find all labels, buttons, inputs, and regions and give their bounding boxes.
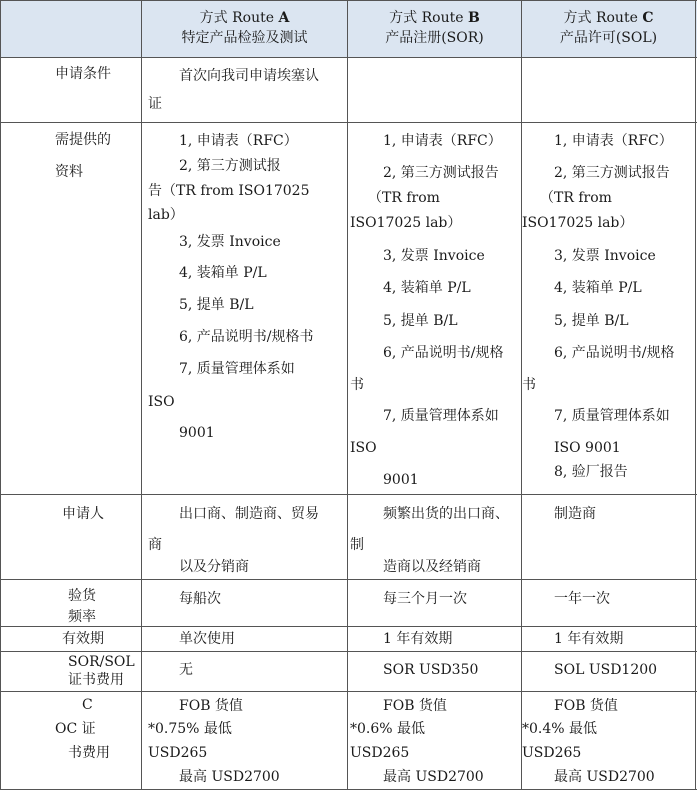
row-label-applicant: 申请人 (62, 506, 104, 522)
applicant-b-line: 造商以及经销商 (383, 559, 481, 575)
grid-line (347, 0, 348, 790)
row-label-fee: 证书费用 (68, 672, 124, 688)
applicant-b-line: 频繁出货的出口商、 (383, 506, 509, 522)
conditions-a-line: 证 (148, 96, 162, 112)
route-b-title (348, 8, 521, 28)
grid-line (0, 789, 697, 790)
documents-a-line: 告（TR from ISO17025 (148, 183, 310, 199)
row-label-inspection: 频率 (68, 609, 96, 625)
row-label-validity: 有效期 (62, 631, 104, 647)
route-a-letter: A (278, 10, 290, 26)
documents-b-line: 4, 装箱单 P/L (383, 280, 471, 296)
row-label-inspection: 验货 (68, 588, 96, 604)
documents-b-line: 9001 (383, 472, 419, 488)
documents-c-line: ISO17025 lab） (522, 215, 634, 231)
coc-b-line: FOB 货值 (383, 698, 447, 714)
coc-a-line: USD265 (148, 745, 208, 761)
documents-a-line: 6, 产品说明书/规格书 (179, 329, 314, 345)
documents-b-line: 3, 发票 Invoice (383, 248, 485, 264)
fee-c: SOL USD1200 (554, 662, 658, 678)
row-label-coc: 书费用 (68, 745, 110, 761)
validity-c: 1 年有效期 (554, 631, 624, 647)
row-label-documents: 需提供的 (55, 132, 111, 148)
documents-c-line: ISO 9001 (554, 440, 621, 456)
coc-c-line: USD265 (522, 745, 582, 761)
row-label-conditions: 申请条件 (55, 66, 111, 82)
documents-b-line: 6, 产品说明书/规格 (383, 345, 504, 361)
route-c-letter: C (642, 10, 654, 26)
grid-line (521, 0, 522, 790)
inspection-b: 每三个月一次 (383, 591, 467, 607)
documents-c-line: 书 (522, 377, 536, 393)
documents-c-line: 1, 申请表（RFC） (554, 133, 673, 149)
applicant-c-line: 制造商 (554, 506, 596, 522)
documents-b-line: 7, 质量管理体系如 (383, 408, 499, 424)
header-route-c (522, 8, 695, 48)
coc-c-line: *0.4% 最低 (522, 721, 598, 737)
grid-line (0, 122, 697, 123)
documents-c-line: 8, 验厂报告 (554, 464, 628, 480)
inspection-c: 一年一次 (554, 591, 610, 607)
route-a-prefix: 方式 Route (199, 10, 279, 26)
documents-a-line: ISO (148, 394, 175, 410)
applicant-a-line: 出口商、制造商、贸易 (179, 506, 319, 522)
documents-a-line: 1, 申请表（RFC） (179, 133, 298, 149)
grid-line (141, 0, 142, 790)
fee-b: SOR USD350 (383, 662, 479, 678)
grid-line (0, 0, 1, 790)
documents-c-line: 6, 产品说明书/规格 (554, 345, 675, 361)
grid-line (0, 579, 697, 580)
documents-c-line: 2, 第三方测试报告 (554, 165, 670, 181)
documents-a-line: 9001 (179, 425, 215, 441)
documents-a-line: lab） (148, 207, 184, 223)
row-label-coc: OC 证 (55, 721, 96, 737)
grid-line (0, 57, 697, 58)
grid-line (0, 626, 697, 627)
route-b-subtitle: 产品注册(SOR) (385, 30, 484, 46)
documents-a-line: 5, 提单 B/L (179, 297, 254, 313)
row-label-documents: 资料 (55, 164, 83, 180)
documents-a-line: 4, 装箱单 P/L (179, 265, 267, 281)
documents-b-line: （TR from (368, 190, 440, 206)
header-route-a (142, 8, 347, 48)
route-b-prefix: 方式 Route (389, 10, 468, 26)
documents-c-line: 5, 提单 B/L (554, 313, 629, 329)
applicant-a-line: 商 (148, 537, 162, 553)
grid-line (0, 691, 697, 692)
coc-c-line: 最高 USD2700 (554, 769, 655, 785)
documents-a-line: 3, 发票 Invoice (179, 234, 281, 250)
fee-a: 无 (179, 662, 193, 678)
documents-c-line: 4, 装箱单 P/L (554, 280, 642, 296)
documents-b-line: 5, 提单 B/L (383, 313, 458, 329)
documents-b-line: ISO17025 lab） (350, 215, 462, 231)
coc-b-line: *0.6% 最低 (350, 721, 426, 737)
grid-line (0, 0, 697, 1)
coc-a-line: 最高 USD2700 (179, 769, 280, 785)
documents-a-line: 2, 第三方测试报 (179, 158, 281, 174)
conditions-a-line: 首次向我司申请埃塞认 (179, 68, 319, 84)
documents-b-line: 2, 第三方测试报告 (383, 165, 499, 181)
row-label-fee: SOR/SOL (68, 654, 135, 670)
route-a-title (142, 8, 347, 28)
documents-c-line: （TR from (540, 190, 612, 206)
route-c-title (522, 8, 695, 28)
documents-b-line: 书 (350, 377, 364, 393)
applicant-b-line: 制 (350, 537, 364, 553)
coc-b-line: USD265 (350, 745, 410, 761)
grid-line (0, 494, 697, 495)
route-c-subtitle: 产品许可(SOL) (559, 30, 658, 46)
validity-a: 单次使用 (179, 631, 235, 647)
documents-b-line: ISO (350, 440, 377, 456)
coc-a-line: FOB 货值 (179, 698, 243, 714)
applicant-a-line: 以及分销商 (179, 559, 249, 575)
documents-b-line: 1, 申请表（RFC） (383, 133, 502, 149)
documents-a-line: 7, 质量管理体系如 (179, 361, 295, 377)
route-c-prefix: 方式 Route (563, 10, 643, 26)
inspection-a: 每船次 (179, 591, 221, 607)
route-a-subtitle: 特定产品检验及测试 (181, 30, 308, 46)
route-b-letter: B (467, 10, 480, 26)
validity-b: 1 年有效期 (383, 631, 453, 647)
row-label-coc: C (82, 697, 93, 713)
documents-c-line: 3, 发票 Invoice (554, 248, 656, 264)
coc-c-line: FOB 货值 (554, 698, 618, 714)
coc-a-line: *0.75% 最低 (148, 721, 232, 737)
coc-b-line: 最高 USD2700 (383, 769, 484, 785)
grid-line (695, 0, 696, 790)
documents-c-line: 7, 质量管理体系如 (554, 408, 670, 424)
header-route-b (348, 8, 521, 48)
